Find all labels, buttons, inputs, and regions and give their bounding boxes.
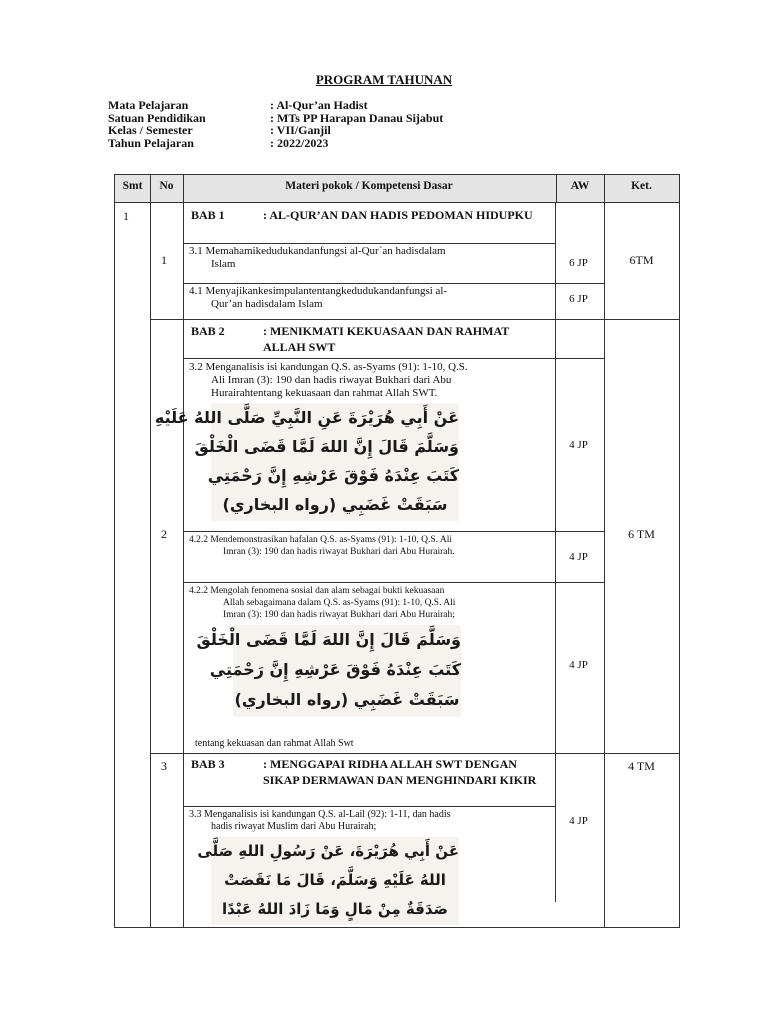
bab2-heading <box>191 324 551 356</box>
info-value: : 2022/2023 <box>270 136 329 151</box>
arabic-line: اللهُ عَلَيْهِ وَسَلَّمَ، قَالَ مَا نَقَصَتْ <box>224 871 446 889</box>
kd-line: Allah sebagaimana dalam Q.S. as-Syams (91): 1-10, Q.S. Ali <box>223 598 456 608</box>
bab1-title: : AL-QUR’AN DAN HADIS PEDOMAN HIDUPKU <box>263 208 533 222</box>
kd-line: Islam <box>211 258 236 270</box>
header-no: No <box>159 180 174 192</box>
kd-3-3 <box>189 809 553 833</box>
info-label: Kelas / Semester <box>108 123 193 138</box>
kd-line: 4.1 Menyajikankesimpulantentangkedudukandanfungsi al- <box>189 285 448 297</box>
header-smt: Smt <box>122 180 143 192</box>
bab3-title: : MENGGAPAI RIDHA ALLAH SWT DENGAN SIKAP DERMAWAN DAN MENGHINDARI KIKIR <box>263 757 537 787</box>
bab2-ket: 6 TM <box>628 527 655 541</box>
arabic-line: وَسَلَّمَ قَالَ إِنَّ اللهَ لَمَّا قَضَى الْخَلْقَ <box>196 630 461 649</box>
bab3-ket: 4 TM <box>628 759 655 773</box>
arabic-line: صَدَقَةٌ مِنْ مَالٍ وَمَا زَادَ اللهُ عَبْدًا <box>221 900 449 918</box>
bab2-number: 2 <box>161 527 167 541</box>
info-row-year <box>108 137 443 150</box>
kd-line: 3.3 Menganalisis isi kandungan Q.S. al-Lail (92): 1-11, dan hadis <box>189 809 451 820</box>
column-divider <box>150 175 151 927</box>
kd-4-2-2-footer: tentang kekuasan dan rahmat Allah Swt <box>195 738 354 749</box>
column-divider <box>604 175 605 927</box>
arabic-line: كَتَبَ عِنْدَهُ فَوْقَ عَرْشِهِ إِنَّ رَحْمَتِي <box>209 660 461 679</box>
kd-3-1 <box>189 245 553 271</box>
row-divider <box>183 531 604 532</box>
row-divider <box>115 202 679 203</box>
kd-4-2-2-process <box>189 585 553 621</box>
info-row-subject <box>108 99 443 112</box>
bab2-title: : MENIKMATI KEKUASAAN DAN RAHMAT ALLAH SWT <box>263 324 509 354</box>
row-divider <box>183 283 604 284</box>
kd-line: 3.1 Memahamikedudukandanfungsi al-Qur`an hadisdalam <box>189 245 446 257</box>
arabic-line: كَتَبَ عِنْدَهُ فَوْقَ عَرْشِهِ إِنَّ رَحْمَتِي <box>207 466 459 485</box>
arabic-line: عَنْ أَبِي هُرَيْرَةَ، عَنْ رَسُولِ اللهِ صَلَّى <box>197 842 459 860</box>
arabic-line: عَنْ أَبِي هُرَيْرَةَ عَنِ النَّبِيِّ صَلَّى اللهُ عَلَيْهِ <box>154 408 459 427</box>
kd-3-1-aw: 6 JP <box>569 257 588 269</box>
arabic-line: سَبَقَتْ غَضَبِي (رواه البخاري) <box>222 495 448 514</box>
row-divider <box>183 358 604 359</box>
kd-4-2-2-demonstrate-aw: 4 JP <box>569 551 588 563</box>
bab1-label: BAB 1 <box>191 208 225 222</box>
kd-line: Hurairahtentang kekuasaan dan rahmat Allah SWT. <box>211 387 438 399</box>
kd-3-2 <box>189 361 553 400</box>
column-divider <box>183 175 184 927</box>
row-divider <box>150 753 679 754</box>
hadith-arabic-image <box>154 403 459 521</box>
bab1-heading <box>191 208 551 240</box>
bab3-number: 3 <box>161 759 167 773</box>
kd-line: 4.2.2 Mengolah fenomena sosial dan alam sebagai bukti kekuasaan <box>189 586 445 596</box>
row-divider <box>150 319 679 320</box>
info-value: : Al-Qur’an Hadist <box>270 98 368 112</box>
header-materi: Materi pokok / Kompetensi Dasar <box>285 180 453 192</box>
kd-line: 3.2 Menganalisis isi kandungan Q.S. as-Syams (91): 1-10, Q.S. <box>189 361 468 373</box>
kd-line: Imran (3): 190 dan hadis riwayat Bukhari dari Abu Hurairah; <box>223 610 455 620</box>
bab2-label: BAB 2 <box>191 324 225 338</box>
kd-3-2-aw: 4 JP <box>569 439 588 451</box>
kd-4-2-2-process-aw: 4 JP <box>569 659 588 671</box>
kd-line: 4.2.2 Mendemonstrasikan hafalan Q.S. as-Syams (91): 1-10, Q.S. Ali <box>189 535 453 545</box>
bab3-heading <box>191 757 551 805</box>
semester-value: 1 <box>123 209 129 223</box>
kd-4-2-2-demonstrate <box>189 534 553 558</box>
bab1-ket: 6TM <box>629 253 654 267</box>
kd-line: Ali Imran (3): 190 dan hadis riwayat Bukhari dari Abu <box>211 374 452 386</box>
kd-4-1-aw: 6 JP <box>569 293 588 305</box>
kd-3-3-aw: 4 JP <box>569 815 588 827</box>
header-aw: AW <box>570 180 590 192</box>
info-label: Mata Pelajaran <box>108 98 189 112</box>
bab1-number: 1 <box>161 253 167 267</box>
document-title: PROGRAM TAHUNAN <box>315 72 453 87</box>
hadith-arabic-image <box>197 837 459 925</box>
kd-line: Qur’an hadisdalam Islam <box>211 298 323 310</box>
hadith-arabic-image <box>196 625 461 717</box>
info-label: Tahun Pelajaran <box>108 136 194 151</box>
header-ket: Ket. <box>631 180 652 192</box>
row-divider <box>183 582 604 583</box>
row-divider <box>183 243 555 244</box>
kd-line: hadis riwayat Muslim dari Abu Hurairah; <box>211 821 377 832</box>
program-table <box>114 174 680 928</box>
info-value: : VII/Ganjil <box>270 123 331 138</box>
info-value: : MTs PP Harapan Danau Sijabut <box>270 110 444 125</box>
arabic-line: سَبَقَتْ غَضَبِي (رواه البخاري) <box>234 690 460 709</box>
row-divider <box>183 806 555 807</box>
kd-4-1 <box>189 285 553 311</box>
info-label: Satuan Pendidikan <box>108 110 206 125</box>
document-info <box>108 99 443 150</box>
kd-line: Imran (3): 190 dan hadis riwayat Bukhari dari Abu Hurairah. <box>223 547 455 557</box>
arabic-line: وَسَلَّمَ قَالَ إِنَّ اللهَ لَمَّا قَضَى الْخَلْقَ <box>194 437 459 456</box>
bab3-label: BAB 3 <box>191 757 225 771</box>
